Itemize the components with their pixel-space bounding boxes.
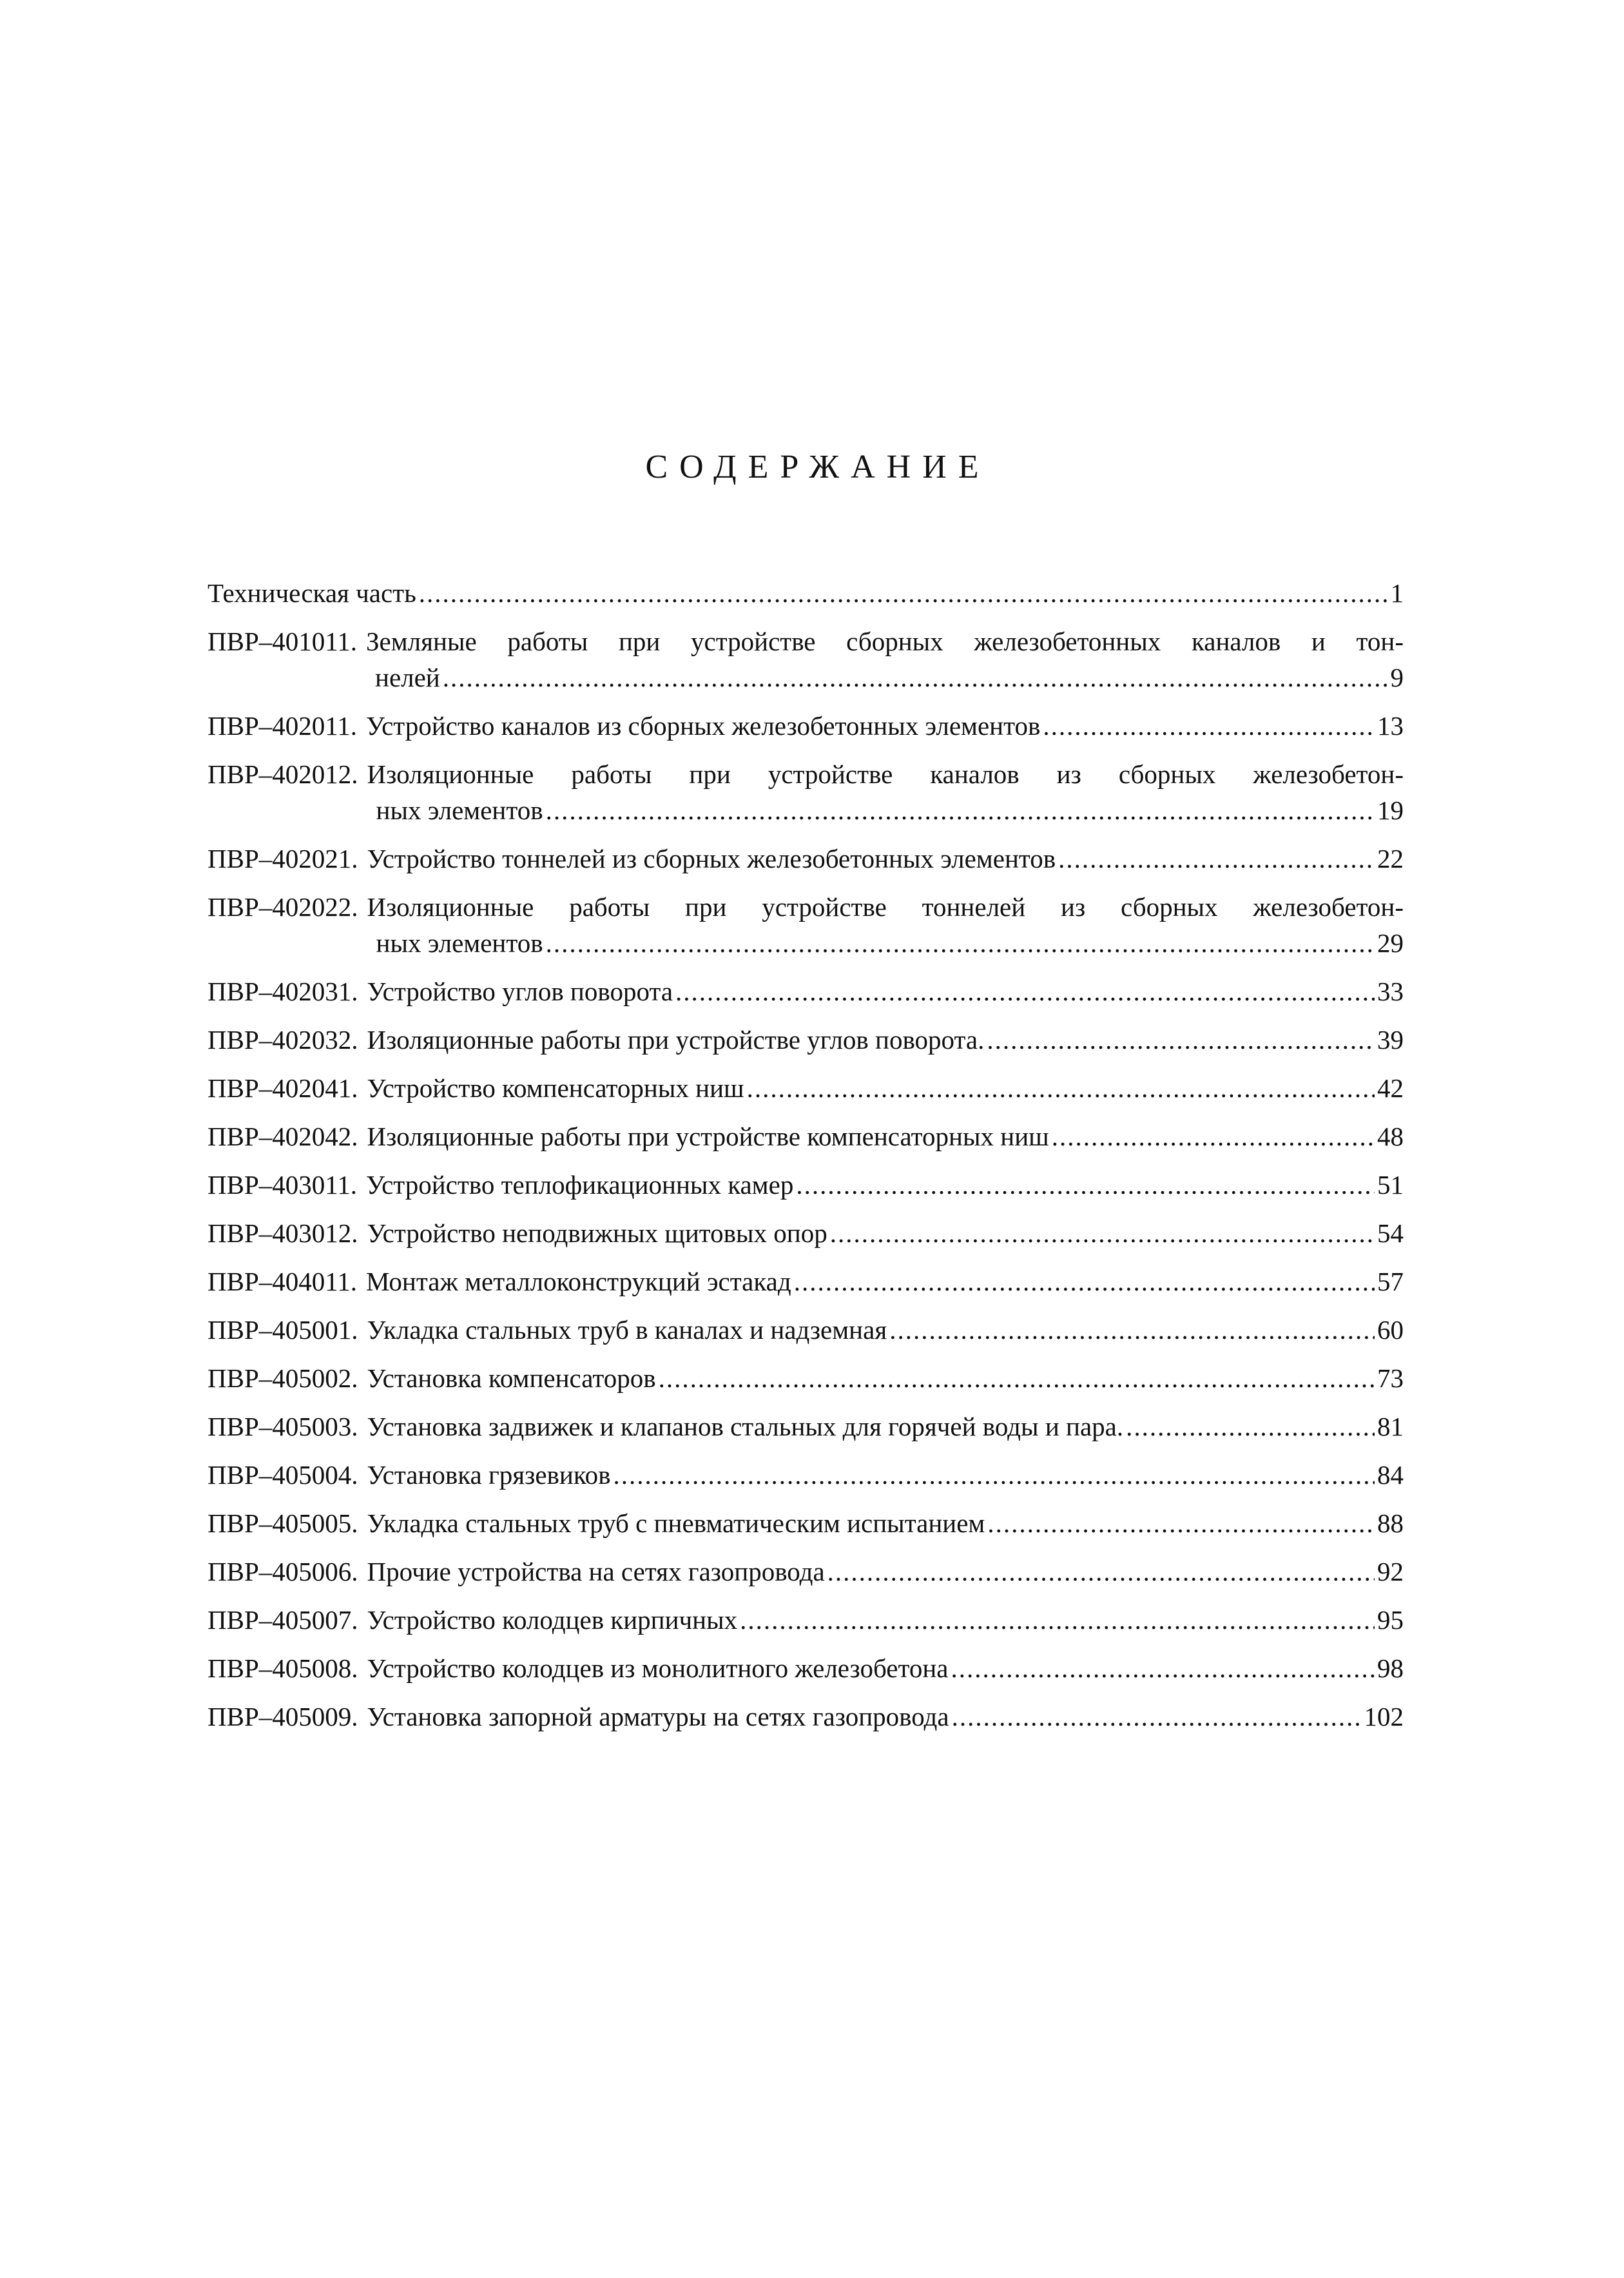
dot-leader — [951, 1650, 1375, 1686]
dot-leader — [747, 1070, 1375, 1106]
dot-leader — [1052, 1118, 1375, 1154]
dot-leader — [889, 1312, 1375, 1348]
dot-leader — [546, 925, 1375, 961]
toc-entry-text: Изоляционные работы при устройстве углов поворота. — [367, 1025, 985, 1055]
toc-page-number: 13 — [1377, 711, 1404, 741]
dot-leader — [1058, 841, 1375, 877]
table-of-contents — [208, 575, 1404, 1747]
dot-leader — [794, 1263, 1375, 1300]
toc-entry-text: Изоляционные работы при устройстве каналов из сборных железобетон- — [367, 759, 1404, 789]
toc-entry-text: Устройство колодцев кирпичных — [367, 1605, 738, 1635]
toc-entry — [208, 973, 1404, 1009]
toc-entry-text: Устройство неподвижных щитовых опор — [367, 1218, 827, 1248]
toc-page-number: 60 — [1377, 1315, 1404, 1345]
toc-entry-text: Укладка стальных труб с пневматическим испытанием — [367, 1508, 985, 1538]
toc-page-number: 42 — [1377, 1073, 1404, 1103]
toc-page-number: 33 — [1377, 977, 1404, 1006]
dot-leader — [659, 1360, 1375, 1396]
toc-entry-code: ПВР–405006. — [208, 1557, 358, 1586]
toc-entry-text: Устройство тоннелей из сборных железобетонных элементов — [367, 844, 1056, 873]
dot-leader — [987, 1505, 1375, 1541]
toc-page-number: 57 — [1377, 1267, 1404, 1296]
toc-entry-text-cont: ных элементов — [376, 928, 543, 958]
dot-leader — [546, 792, 1375, 828]
dot-leader — [419, 575, 1388, 611]
dot-leader — [830, 1215, 1375, 1251]
toc-entry — [208, 708, 1404, 744]
dot-leader — [796, 1167, 1375, 1203]
toc-entry-code: ПВР–401011. — [208, 627, 357, 656]
toc-entry-code: ПВР–405009. — [208, 1702, 358, 1731]
toc-entry — [208, 1263, 1404, 1300]
toc-entry-text: Установка запорной арматуры на сетях газопровода — [367, 1702, 949, 1731]
toc-entry-code: ПВР–402031. — [208, 977, 358, 1006]
toc-page-number: 73 — [1377, 1363, 1404, 1393]
toc-entry — [208, 1022, 1404, 1058]
toc-entry — [208, 1602, 1404, 1638]
toc-page-number: 84 — [1377, 1460, 1404, 1490]
toc-entry — [208, 1553, 1404, 1590]
toc-entry-code: ПВР–402021. — [208, 844, 358, 873]
toc-entry-code: ПВР–405007. — [208, 1605, 358, 1635]
dot-leader — [1043, 708, 1375, 744]
toc-page-number: 81 — [1377, 1412, 1404, 1441]
toc-entry — [208, 1118, 1404, 1154]
toc-entry — [208, 1699, 1404, 1735]
toc-page-number: 19 — [1377, 795, 1404, 825]
toc-entry-code: ПВР–402012. — [208, 759, 358, 789]
dot-leader — [827, 1553, 1375, 1590]
toc-entry-text: Укладка стальных труб в каналах и надземная — [367, 1315, 887, 1345]
toc-entry-text: Устройство компенсаторных ниш — [367, 1073, 744, 1103]
toc-entry — [208, 889, 1404, 961]
toc-entry — [208, 623, 1404, 696]
dot-leader — [1126, 1408, 1375, 1445]
toc-entry-text: Монтаж металлоконструкций эстакад — [366, 1267, 791, 1296]
toc-entry-text: Устройство каналов из сборных железобетонных элементов — [366, 711, 1041, 741]
toc-entry-code: ПВР–403012. — [208, 1218, 358, 1248]
toc-entry — [208, 841, 1404, 877]
toc-entry-code: ПВР–402022. — [208, 892, 358, 922]
toc-page-number: 29 — [1377, 928, 1404, 958]
toc-entry-code: ПВР–403011. — [208, 1170, 357, 1200]
toc-page-number: 39 — [1377, 1025, 1404, 1055]
toc-page-number: 92 — [1377, 1557, 1404, 1586]
toc-entry-code: ПВР–405005. — [208, 1508, 358, 1538]
page-title: СОДЕРЖАНИЕ — [645, 449, 991, 485]
dot-leader — [987, 1022, 1375, 1058]
toc-entry-text: Установка задвижек и клапанов стальных для горячей воды и пара. — [367, 1412, 1124, 1441]
toc-page-number: 98 — [1377, 1653, 1404, 1683]
dot-leader — [675, 973, 1375, 1009]
toc-entry-code: ПВР–402042. — [208, 1122, 358, 1151]
toc-entry — [208, 1360, 1404, 1396]
toc-entry-text-cont: ных элементов — [376, 795, 543, 825]
toc-page-number: 9 — [1390, 663, 1404, 692]
toc-page-number: 1 — [1390, 578, 1404, 608]
toc-page-number: 22 — [1377, 844, 1404, 873]
toc-page-number: 54 — [1377, 1218, 1404, 1248]
dot-leader — [952, 1699, 1362, 1735]
toc-entry — [208, 1408, 1404, 1445]
toc-page-number: 51 — [1377, 1170, 1404, 1200]
toc-entry-code: ПВР–405001. — [208, 1315, 358, 1345]
toc-entry-text: Устройство колодцев из монолитного железобетона — [367, 1653, 949, 1683]
toc-entry — [208, 1505, 1404, 1541]
toc-page-number: 88 — [1377, 1508, 1404, 1538]
toc-entry — [208, 1167, 1404, 1203]
toc-entry-code: ПВР–405004. — [208, 1460, 358, 1490]
toc-entry-text: Изоляционные работы при устройстве тоннелей из сборных железобетон- — [367, 892, 1404, 922]
toc-entry-text: Устройство теплофикационных камер — [366, 1170, 794, 1200]
toc-page-number: 48 — [1377, 1122, 1404, 1151]
toc-entry-text: Установка грязевиков — [367, 1460, 611, 1490]
toc-entry-code: ПВР–404011. — [208, 1267, 357, 1296]
toc-entry-text: Прочие устройства на сетях газопровода — [367, 1557, 825, 1586]
toc-entry-text: Установка компенсаторов — [367, 1363, 656, 1393]
toc-entry-code: ПВР–405008. — [208, 1653, 358, 1683]
toc-entry — [208, 1215, 1404, 1251]
toc-entry — [208, 1070, 1404, 1106]
toc-page-number: 95 — [1377, 1605, 1404, 1635]
toc-entry-code: ПВР–402011. — [208, 711, 357, 741]
toc-entry-text: Изоляционные работы при устройстве компенсаторных ниш — [367, 1122, 1049, 1151]
toc-entry-text: Техническая часть — [208, 578, 416, 608]
toc-entry-text-cont: нелей — [375, 663, 440, 692]
toc-entry-code: ПВР–402041. — [208, 1073, 358, 1103]
toc-entry-text: Устройство углов поворота — [367, 977, 673, 1006]
toc-entry-text: Земляные работы при устройстве сборных железобетонных каналов и тон- — [366, 627, 1404, 656]
toc-entry — [208, 756, 1404, 828]
toc-entry-intro — [208, 575, 1404, 611]
toc-page-number: 102 — [1364, 1702, 1404, 1731]
toc-entry — [208, 1312, 1404, 1348]
toc-entry-code: ПВР–405002. — [208, 1363, 358, 1393]
toc-entry-code: ПВР–405003. — [208, 1412, 358, 1441]
dot-leader — [740, 1602, 1375, 1638]
toc-entry-code: ПВР–402032. — [208, 1025, 358, 1055]
toc-entry — [208, 1457, 1404, 1493]
dot-leader — [614, 1457, 1375, 1493]
toc-entry — [208, 1650, 1404, 1686]
dot-leader — [443, 659, 1388, 696]
